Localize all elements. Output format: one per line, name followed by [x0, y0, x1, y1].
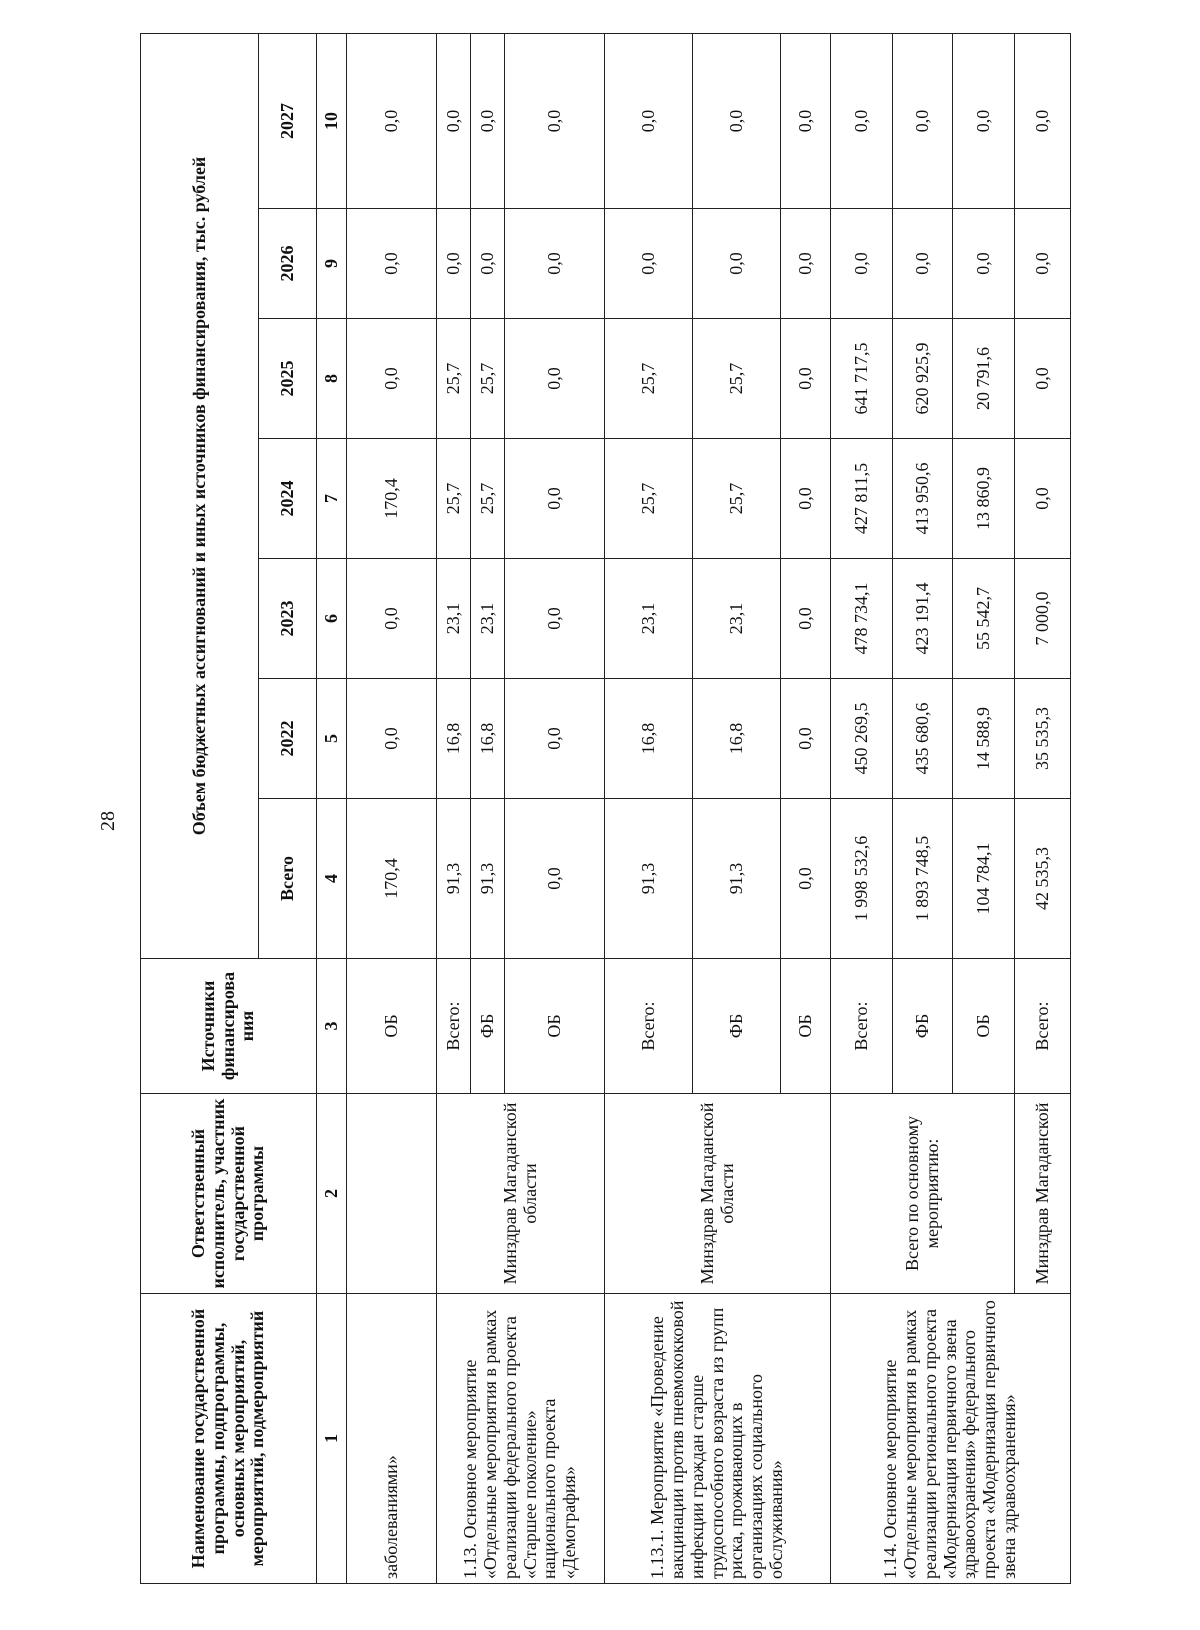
- table-row: [347, 33, 437, 1583]
- header-year: Всего: [259, 799, 317, 959]
- header-year: 2026: [259, 209, 317, 319]
- row-name: заболеваниями»: [347, 1294, 437, 1584]
- cell-value: 0,0: [505, 209, 605, 319]
- cell-value: 0,0: [781, 559, 831, 679]
- cell-value: 7 000,0: [1015, 559, 1071, 679]
- cell-value: 413 950,6: [893, 439, 953, 559]
- cell-value: 0,0: [781, 209, 831, 319]
- cell-value: 0,0: [1015, 33, 1071, 208]
- financing-table: [140, 33, 1071, 1584]
- cell-value: 104 784,1: [953, 799, 1015, 959]
- cell-value: 0,0: [347, 209, 437, 319]
- cell-value: 91,3: [693, 799, 781, 959]
- column-number: 6: [317, 559, 347, 679]
- row-executor: Минздрав Магаданской области: [605, 1094, 831, 1294]
- cell-value: 0,0: [437, 209, 471, 319]
- column-number: 1: [317, 1294, 347, 1584]
- header-year: 2023: [259, 559, 317, 679]
- cell-value: 1 893 748,5: [893, 799, 953, 959]
- cell-value: 25,7: [693, 439, 781, 559]
- column-number: 8: [317, 319, 347, 439]
- cell-value: 0,0: [347, 319, 437, 439]
- cell-value: 0,0: [605, 33, 693, 208]
- row-source: ОБ: [781, 959, 831, 1094]
- header-group: Объем бюджетных ассигнований и иных источников финансирования, тыс. рублей: [141, 33, 259, 958]
- cell-value: 0,0: [347, 33, 437, 208]
- row-executor: Минздрав Магаданской: [1015, 1094, 1071, 1294]
- cell-value: 16,8: [471, 679, 505, 799]
- cell-value: 0,0: [347, 559, 437, 679]
- cell-value: 0,0: [953, 33, 1015, 208]
- cell-value: 25,7: [471, 439, 505, 559]
- header-name: Наименование государственной программы, подпрограммы, основных мероприятий, мероприятий, подмероприятий: [141, 1294, 317, 1584]
- cell-value: 478 734,1: [831, 559, 893, 679]
- cell-value: 0,0: [781, 679, 831, 799]
- header-year: 2024: [259, 439, 317, 559]
- cell-value: 0,0: [605, 209, 693, 319]
- header-executor: Ответственный исполнитель, участник государственной программы: [141, 1094, 317, 1294]
- column-number: 7: [317, 439, 347, 559]
- cell-value: 20 791,6: [953, 319, 1015, 439]
- cell-value: 25,7: [437, 319, 471, 439]
- cell-value: 14 588,9: [953, 679, 1015, 799]
- row-source: Всего:: [437, 959, 471, 1094]
- row-executor: [347, 1094, 437, 1294]
- column-number: 4: [317, 799, 347, 959]
- cell-value: 0,0: [437, 33, 471, 208]
- table-frame: [140, 34, 1052, 1584]
- table-row: [605, 33, 693, 1583]
- cell-value: 0,0: [781, 319, 831, 439]
- header-year: 2022: [259, 679, 317, 799]
- cell-value: 0,0: [693, 33, 781, 208]
- cell-value: 0,0: [505, 439, 605, 559]
- header-source: Источники финансирова ния: [141, 959, 317, 1094]
- column-number: 3: [317, 959, 347, 1094]
- cell-value: 641 717,5: [831, 319, 893, 439]
- cell-value: 91,3: [471, 799, 505, 959]
- cell-value: 435 680,6: [893, 679, 953, 799]
- cell-value: 0,0: [347, 679, 437, 799]
- cell-value: 170,4: [347, 439, 437, 559]
- cell-value: 23,1: [693, 559, 781, 679]
- cell-value: 0,0: [1015, 319, 1071, 439]
- cell-value: 0,0: [505, 559, 605, 679]
- cell-value: 23,1: [605, 559, 693, 679]
- cell-value: 0,0: [1015, 209, 1071, 319]
- cell-value: 25,7: [693, 319, 781, 439]
- cell-value: 25,7: [605, 439, 693, 559]
- table-row: [831, 33, 893, 1583]
- cell-value: 0,0: [505, 33, 605, 208]
- cell-value: 0,0: [693, 209, 781, 319]
- column-number: 10: [317, 33, 347, 208]
- cell-value: 35 535,3: [1015, 679, 1071, 799]
- cell-value: 170,4: [347, 799, 437, 959]
- row-executor: Минздрав Магаданской области: [437, 1094, 605, 1294]
- column-number: 2: [317, 1094, 347, 1294]
- header-year: 2027: [259, 33, 317, 208]
- cell-value: 620 925,9: [893, 319, 953, 439]
- row-name: 1.13.1. Мероприятие «Проведение вакцинации против пневмококковой инфекции граждан старше трудоспособного возраста из групп риска, проживающих в организациях социального обслуживания»: [605, 1294, 831, 1584]
- row-source: ОБ: [347, 959, 437, 1094]
- column-number: 5: [317, 679, 347, 799]
- cell-value: 1 998 532,6: [831, 799, 893, 959]
- cell-value: 25,7: [605, 319, 693, 439]
- cell-value: 0,0: [781, 439, 831, 559]
- cell-value: 91,3: [437, 799, 471, 959]
- cell-value: 13 860,9: [953, 439, 1015, 559]
- row-source: Всего:: [831, 959, 893, 1094]
- column-number: 9: [317, 209, 347, 319]
- cell-value: 0,0: [505, 799, 605, 959]
- cell-value: 23,1: [437, 559, 471, 679]
- cell-value: 55 542,7: [953, 559, 1015, 679]
- cell-value: 0,0: [471, 209, 505, 319]
- cell-value: 0,0: [781, 33, 831, 208]
- cell-value: 16,8: [693, 679, 781, 799]
- cell-value: 0,0: [471, 33, 505, 208]
- cell-value: 16,8: [437, 679, 471, 799]
- cell-value: 25,7: [437, 439, 471, 559]
- cell-value: 423 191,4: [893, 559, 953, 679]
- row-name: 1.13. Основное мероприятие «Отдельные мероприятия в рамках реализации федерального проекта «Старшее поколение» национального проекта «Демография»: [437, 1294, 605, 1584]
- cell-value: 0,0: [953, 209, 1015, 319]
- cell-value: 0,0: [781, 799, 831, 959]
- row-source: ОБ: [505, 959, 605, 1094]
- cell-value: 0,0: [1015, 439, 1071, 559]
- row-source: ФБ: [693, 959, 781, 1094]
- row-source: ОБ: [953, 959, 1015, 1094]
- cell-value: 450 269,5: [831, 679, 893, 799]
- cell-value: 0,0: [505, 319, 605, 439]
- row-name: 1.14. Основное мероприятие «Отдельные мероприятия в рамках реализации регионального проекта «Модернизация первичного звена здравоохранения» федерального проекта «Модернизация первичного звена здравоохранения»: [831, 1294, 1071, 1584]
- cell-value: 0,0: [893, 33, 953, 208]
- cell-value: 23,1: [471, 559, 505, 679]
- cell-value: 91,3: [605, 799, 693, 959]
- cell-value: 0,0: [505, 679, 605, 799]
- table-row: [437, 33, 471, 1583]
- header-year: 2025: [259, 319, 317, 439]
- row-source: Всего:: [1015, 959, 1071, 1094]
- cell-value: 427 811,5: [831, 439, 893, 559]
- cell-value: 0,0: [893, 209, 953, 319]
- row-source: ФБ: [893, 959, 953, 1094]
- row-source: Всего:: [605, 959, 693, 1094]
- cell-value: 25,7: [471, 319, 505, 439]
- cell-value: 42 535,3: [1015, 799, 1071, 959]
- cell-value: 0,0: [831, 33, 893, 208]
- cell-value: 0,0: [831, 209, 893, 319]
- cell-value: 16,8: [605, 679, 693, 799]
- page-number: 28: [97, 811, 119, 831]
- row-source: ФБ: [471, 959, 505, 1094]
- row-executor-total: Всего по основному мероприятию:: [831, 1094, 1015, 1294]
